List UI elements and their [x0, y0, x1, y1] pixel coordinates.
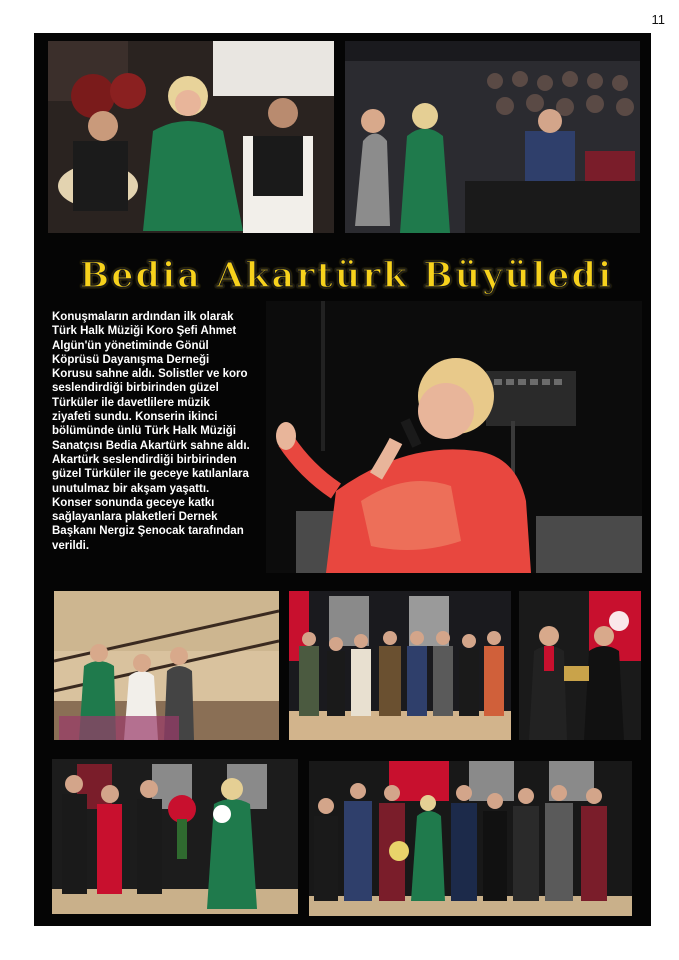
photo-staircase-dancers — [54, 591, 279, 740]
photo-band-stage — [48, 41, 334, 233]
photo-singer-audience — [345, 41, 640, 233]
photo-singer-main — [266, 301, 642, 573]
article-headline: Bedia Akartürk Büyüledi — [79, 255, 614, 296]
page-number: 11 — [651, 12, 665, 27]
article-body: Konuşmaların ardından ilk olarak Türk Halk Müziği Koro Şefi Ahmet Algün'ün yönetiminde Gönül Köprüsü Dayanışma Derneği Korusu sahne aldı. Solistler ve koro seslendirdiği birbirinden güzel Türküler ile davetlilere müzik ziyafeti sundu. Konserin ikinci bölümünde ünlü Türk Halk Müziği Sanatçısı Bedia Akartürk sahne aldı. Akartürk seslendirdiği birbirinden güzel Türküler ile geceye katılanlara unutulmaz bir akşam yaşattı. Konser sonunda geceye katkı sağlayanlara plaketleri Dernek Başkanı Nergiz Şenocak tarafından verildi. — [52, 311, 250, 552]
photo-group-stage — [289, 591, 511, 740]
photo-award-handover — [519, 591, 641, 740]
photo-final-group — [309, 761, 632, 916]
magazine-panel — [34, 33, 651, 926]
photo-plaque-ceremony — [52, 759, 298, 914]
